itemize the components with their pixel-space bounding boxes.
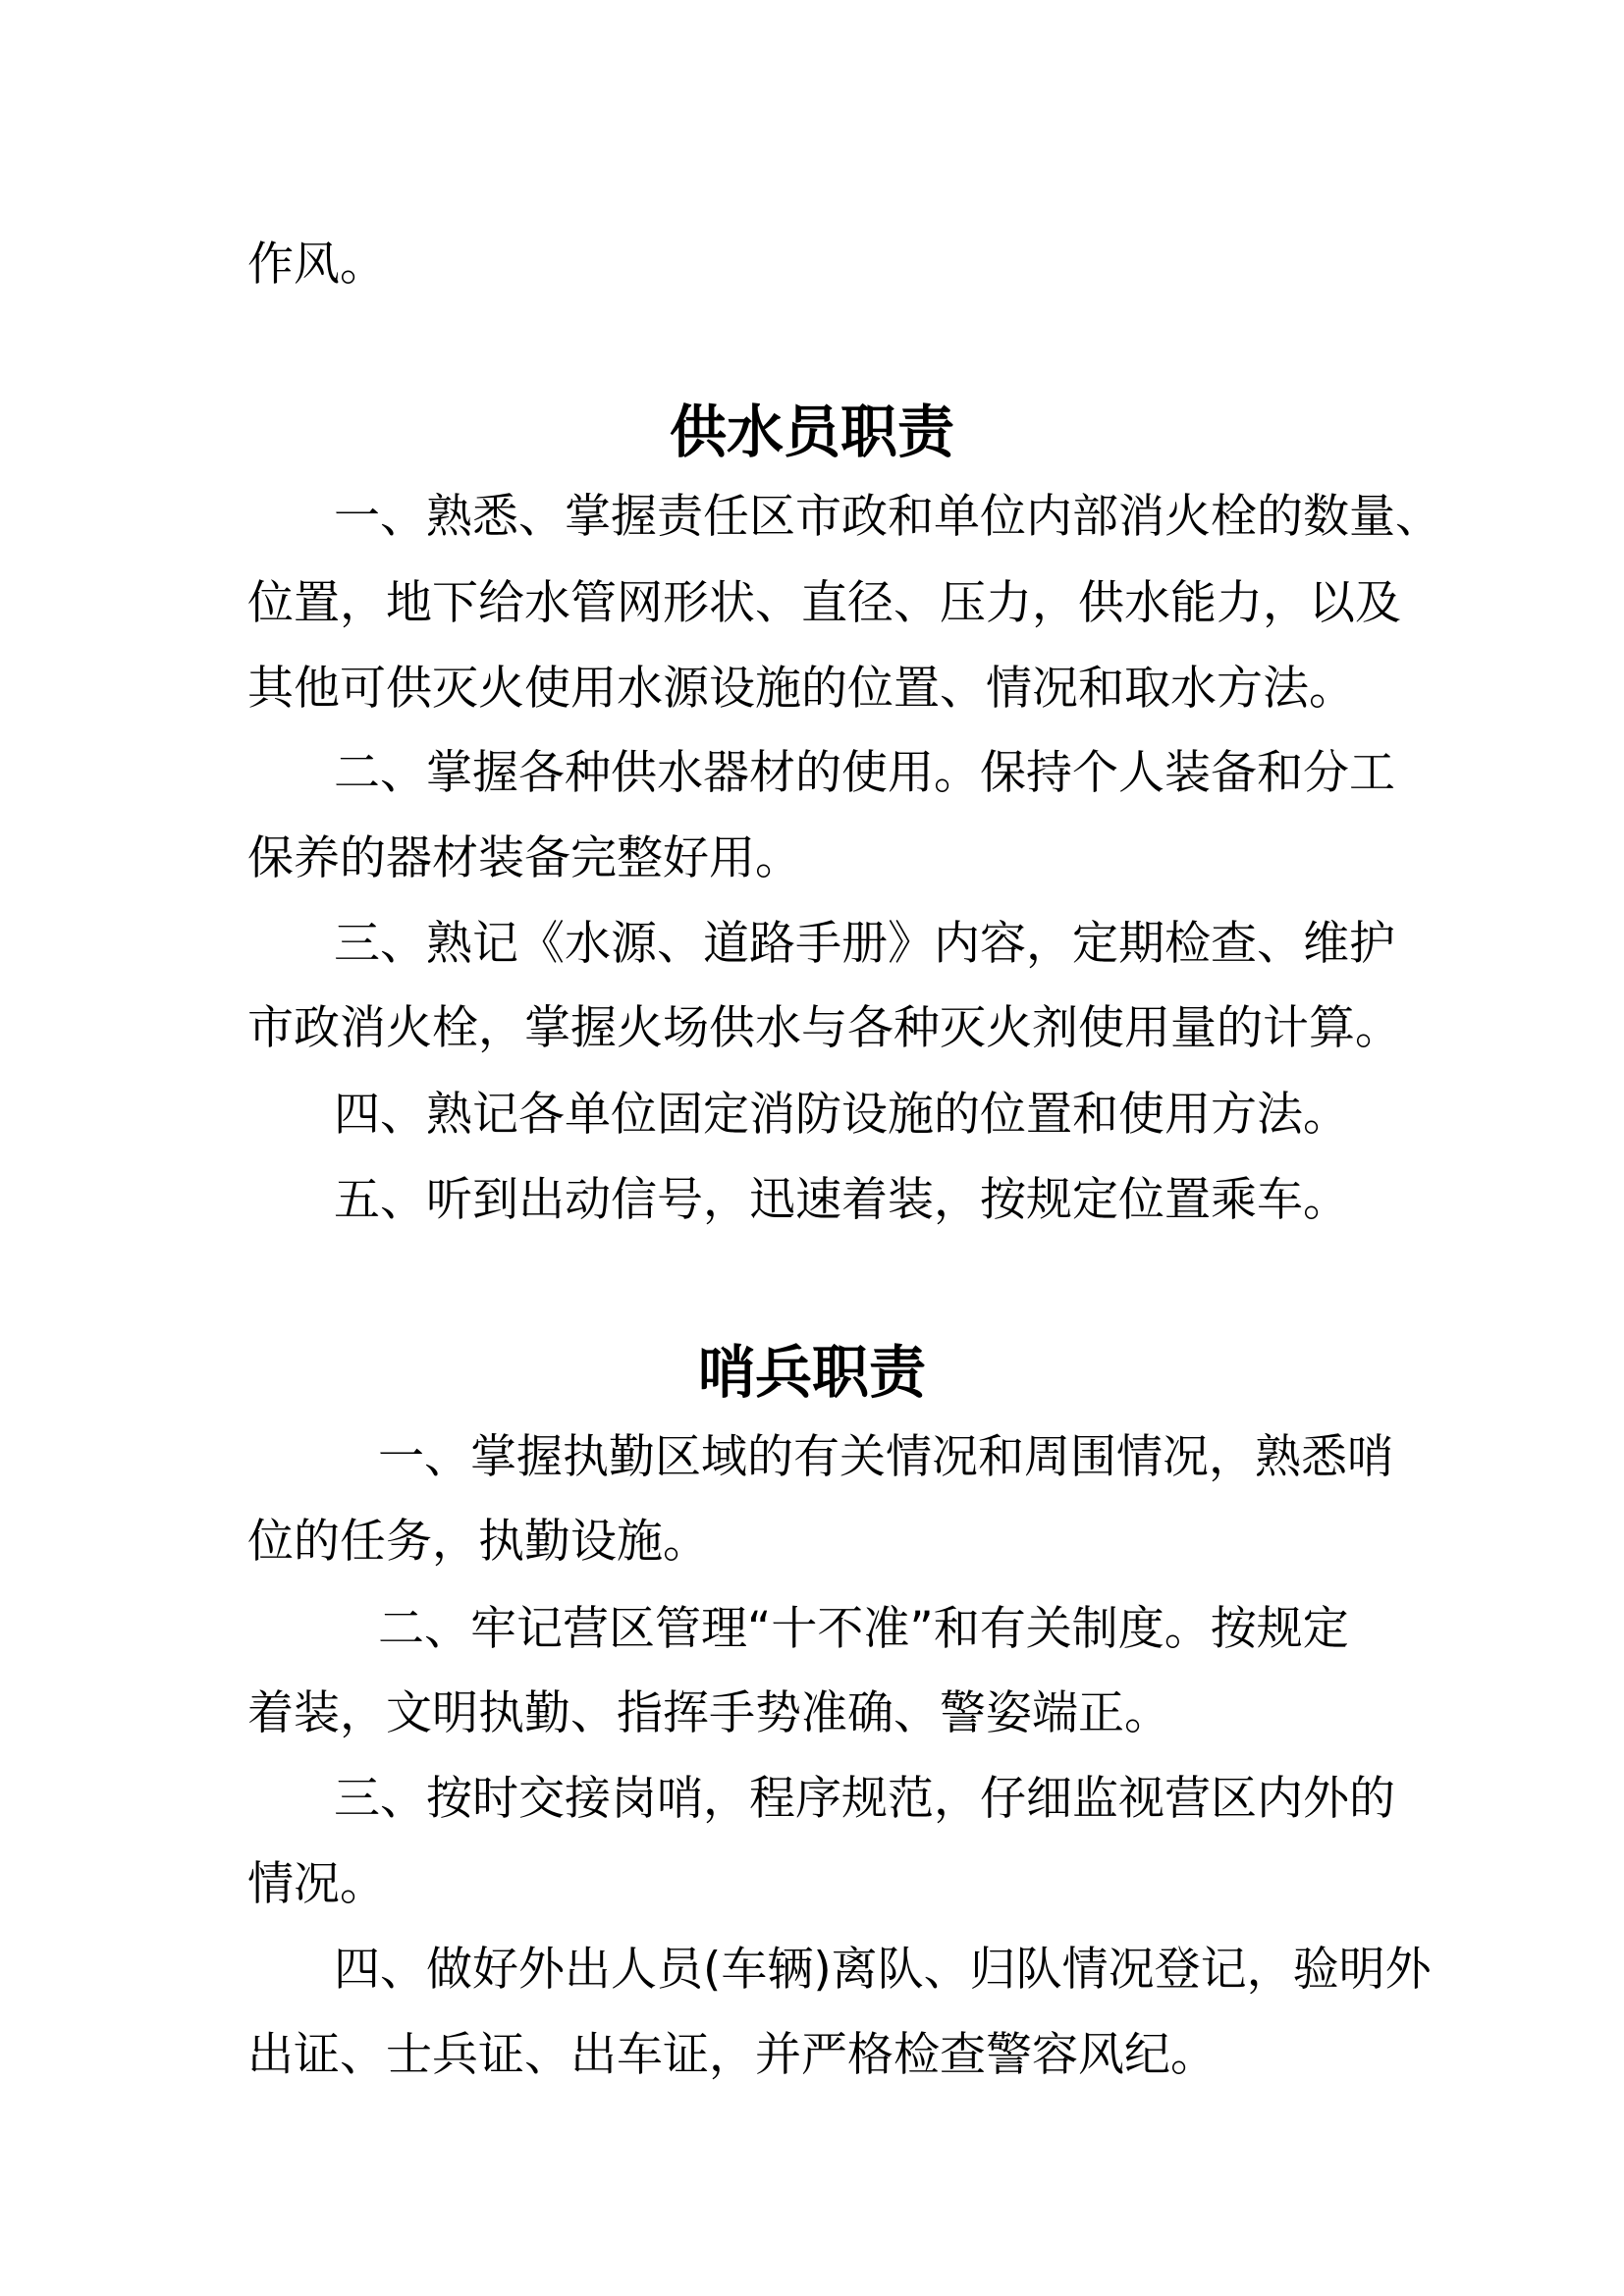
paragraph-line: 一、掌握执勤区域的有关情况和周围情况，熟悉哨 [378, 1430, 1393, 1484]
paragraph-line: 五、听到出动信号，迅速着装，按规定位置乘车。 [334, 1173, 1349, 1227]
paragraph-line: 出证、士兵证、出车证，并严格检查警容风纪。 [247, 2028, 1217, 2082]
paragraph-line: 着装，文明执勤、指挥手势准确、警姿端正。 [247, 1686, 1170, 1740]
paragraph-line: 保养的器材装备完整好用。 [247, 831, 801, 885]
paragraph-line: 一、熟悉、掌握责任区市政和单位内部消火栓的数量、 [334, 490, 1441, 544]
section-title-sentry: 哨兵职责 [697, 1339, 926, 1406]
paragraph-line: 其他可供灭火使用水源设施的位置、情况和取水方法。 [247, 662, 1355, 716]
paragraph-line: 位置，地下给水管网形状、直径、压力，供水能力，以及 [247, 576, 1401, 630]
paragraph-line: 三、熟记《水源、道路手册》内容，定期检查、维护 [334, 917, 1395, 971]
paragraph-line: 情况。 [247, 1857, 386, 1911]
paragraph-line: 二、掌握各种供水器材的使用。保持个人装备和分工 [334, 746, 1395, 800]
paragraph-line: 四、熟记各单位固定消防设施的位置和使用方法。 [334, 1088, 1349, 1142]
carryover-text: 作风。 [247, 238, 386, 292]
paragraph-line: 四、做好外出人员(车辆)离队、归队情况登记，验明外 [334, 1943, 1432, 1997]
section-title-water-supply: 供水员职责 [669, 399, 954, 465]
paragraph-line: 位的任务，执勤设施。 [247, 1515, 709, 1569]
paragraph-line: 市政消火栓，掌握火场供水与各种灭火剂使用量的计算。 [247, 1001, 1401, 1055]
paragraph-line: 三、按时交接岗哨，程序规范，仔细监视营区内外的 [334, 1772, 1395, 1826]
paragraph-line: 二、牢记营区管理“十不准”和有关制度。按规定 [378, 1602, 1349, 1656]
